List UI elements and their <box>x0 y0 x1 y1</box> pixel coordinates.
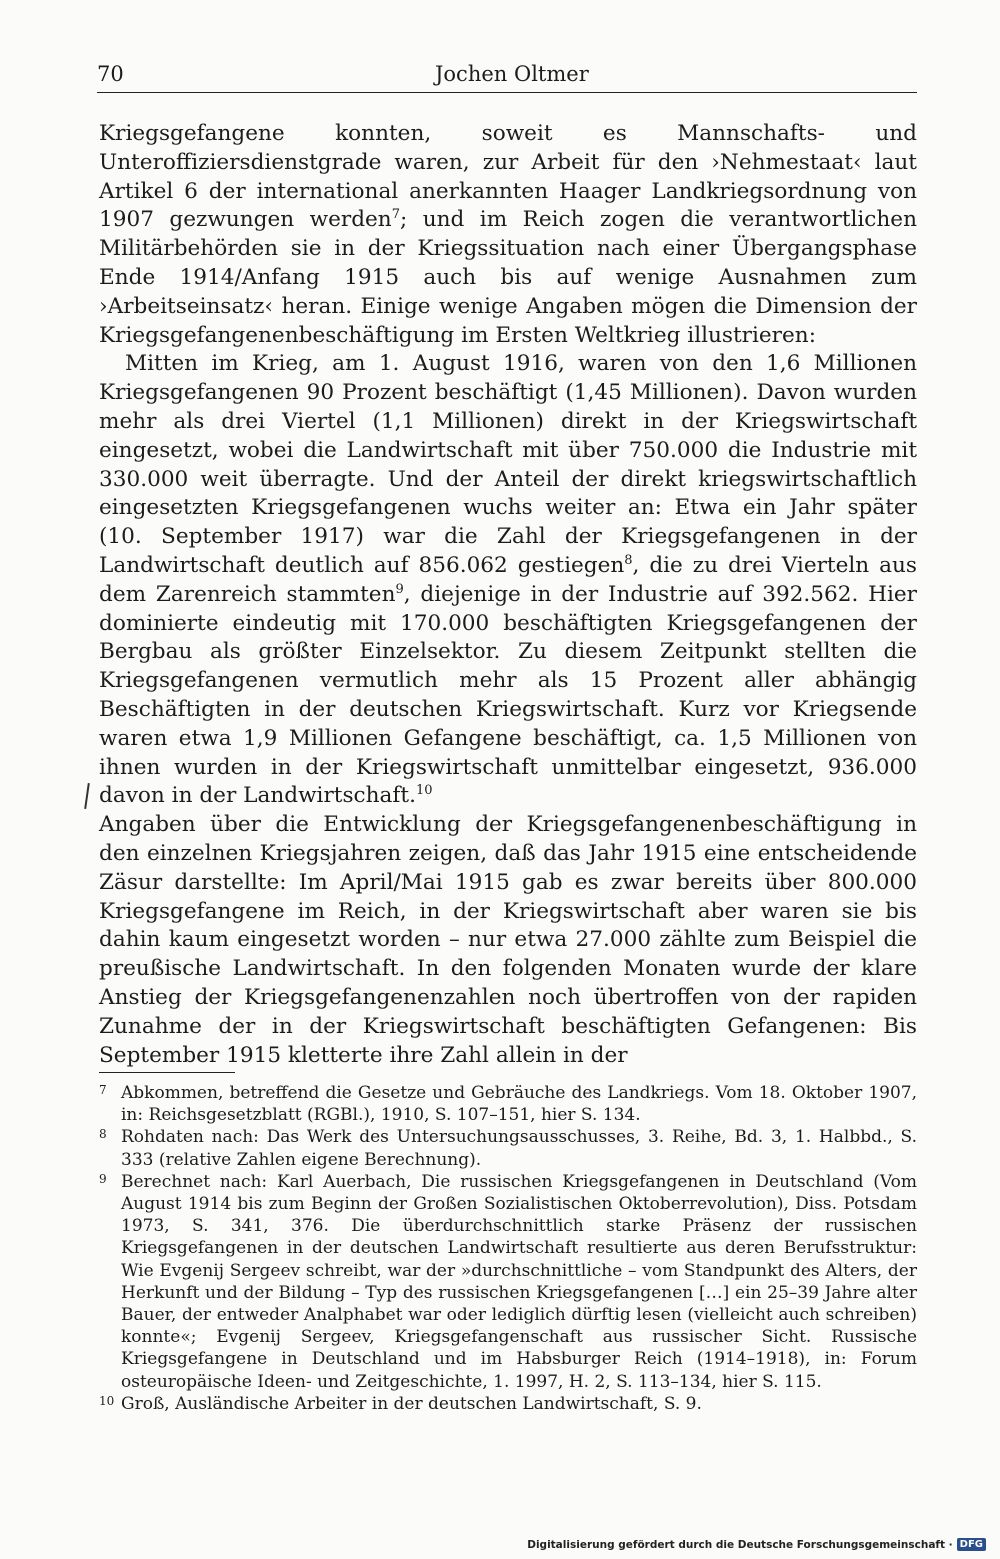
footnote-9 <box>99 1171 917 1393</box>
footnote-ref-9[interactable]: 9 <box>395 581 404 597</box>
paragraph-2 <box>99 350 917 811</box>
page-number: 70 <box>97 62 124 86</box>
dfg-logo-icon: DFG <box>957 1538 986 1551</box>
paragraph-2-text-b: , die zu drei Vierteln aus dem Zarenreich stammten <box>99 552 917 607</box>
footnote-mark: 10 <box>99 1393 115 1408</box>
footnotes <box>99 1082 917 1415</box>
footnote-text: Rohdaten nach: Das Werk des Untersuchungsausschusses, 3. Reihe, Bd. 3, 1. Halbbd., S. 333 (relative Zahlen eigene Berechnung). <box>121 1127 917 1170</box>
paragraph-3: Angaben über die Entwicklung der Kriegsgefangenenbeschäftigung in den einzelnen Kriegsjahren zeigen, daß das Jahr 1915 eine entscheidende Zäsur darstellte: Im April/Mai 1915 gab es zwar bereits über 800.000 Kriegsgefangene im Reich, in der Kriegswirtschaft aber waren sie bis dahin kaum eingesetzt worden – nur etwa 27.000 zählte zum Beispiel die preußische Landwirtschaft. In den folgenden Monaten wurde der klare Anstieg der Kriegsgefangenenzahlen noch übertroffen von der rapiden Zunahme der in der Kriegswirtschaft beschäftigten Gefangenen: Bis September 1915 kletterte ihre Zahl allein in der <box>99 812 917 1068</box>
footnote-ref-10[interactable]: 10 <box>415 783 433 799</box>
footnote-7 <box>99 1082 917 1126</box>
footnote-8 <box>99 1126 917 1170</box>
footnote-rule <box>99 1072 235 1073</box>
page-header <box>97 58 917 93</box>
footnote-mark: 8 <box>99 1127 107 1142</box>
paragraph-1-text-a: Kriegsgefangene konnten, soweit es Mannschafts- und Unteroffiziersdienstgrade waren, zur Arbeit für den ›Nehmestaat‹ laut Artikel 6 der international anerkannten Haager Landkriegsordnung von 1907 gezwungen werden <box>99 121 917 233</box>
footnote-mark: 7 <box>99 1083 107 1097</box>
footnote-ref-7[interactable]: 7 <box>391 207 400 223</box>
paragraph-1 <box>99 120 917 350</box>
footnote-ref-8[interactable]: 8 <box>624 552 633 568</box>
margin-mark <box>84 783 90 809</box>
footnote-text: Abkommen, betreffend die Gesetze und Gebräuche des Landkriegs. Vom 18. Oktober 1907, in: Reichsgesetzblatt (RGBl.), 1910, S. 107–151, hier S. 134. <box>121 1083 917 1126</box>
footnote-mark: 9 <box>99 1171 107 1186</box>
paragraph-2-text-a: Mitten im Krieg, am 1. August 1916, waren von den 1,6 Millionen Kriegsgefangenen 90 Prozent beschäftigt (1,45 Millionen). Davon wurden mehr als drei Viertel (1,1 Millionen) direkt in der Kriegswirtschaft eingesetzt, wobei die Landwirtschaft mit über 750.000 die Industrie mit 330.000 weit überragte. Und der Anteil der direkt kriegswirtschaftlich eingesetzten Kriegsgefangenen wuchs weiter an: Etwa ein Jahr später (10. September 1917) war die Zahl der Kriegsgefangenen in der Landwirtschaft deutlich auf 856.062 gestiegen <box>99 351 917 578</box>
body-text <box>99 120 917 1070</box>
running-head: Jochen Oltmer <box>435 62 589 86</box>
paragraph-2-text-c: , diejenige in der Industrie auf 392.562. Hier dominierte eindeutig mit 170.000 beschäftigten Kriegsgefangenen der Bergbau als größter Einzelsektor. Zu diesem Zeitpunkt stellten die Kriegsgefangenen vermutlich mehr als 15 Prozent aller abhängig Beschäftigten in der deutschen Kriegswirtschaft. Kurz vor Kriegsende waren etwa 1,9 Millionen Gefangene beschäftigt, ca. 1,5 Millionen von ihnen wurden in der Kriegswirtschaft unmittelbar eingesetzt, 936.000 davon in der Landwirtschaft. <box>99 581 917 809</box>
digitization-note: Digitalisierung gefördert durch die Deutsche Forschungsgemeinschaft · <box>527 1538 953 1551</box>
digitization-footer <box>527 1538 986 1551</box>
footnote-text: Berechnet nach: Karl Auerbach, Die russischen Kriegsgefangenen in Deutschland (Vom August 1914 bis zum Beginn der Großen Sozialistischen Oktoberrevolution), Diss. Potsdam 1973, S. 341, 376. Die überdurchschnittlich starke Präsenz der russischen Kriegsgefangenen in der deutschen Landwirtschaft resultierte aus deren Berufsstruktur: Wie Evgenij Sergeev schreibt, war der »durchschnittliche – vom Standpunkt des Alters, der Herkunft und der Bildung – Typ des russischen Kriegsgefangenen […] ein 25–39 Jahre alter Bauer, der entweder Analphabet war oder lediglich dürftig lesen (vielleicht auch schreiben) konnte«; Evgenij Sergeev, Kriegsgefangenschaft aus russischer Sicht. Russische Kriegsgefangene in Deutschland und im Habsburger Reich (1914–1918), in: Forum osteuropäische Ideen- und Zeitgeschichte, 1. 1997, H. 2, S. 113–134, hier S. 115. <box>121 1171 917 1392</box>
footnote-text: Groß, Ausländische Arbeiter in der deutschen Landwirtschaft, S. 9. <box>121 1393 702 1414</box>
paragraph-1-text-b: ; und im Reich zogen die verantwortlichen Militärbehörden sie in der Kriegssituation nach einer Übergangsphase Ende 1914/Anfang 1915 auch bis auf wenige Ausnahmen zum ›Arbeitseinsatz‹ heran. Einige wenige Angaben mögen die Dimension der Kriegsgefangenenbeschäftigung im Ersten Weltkrieg illustrieren: <box>99 207 917 348</box>
footnote-10 <box>99 1393 917 1415</box>
